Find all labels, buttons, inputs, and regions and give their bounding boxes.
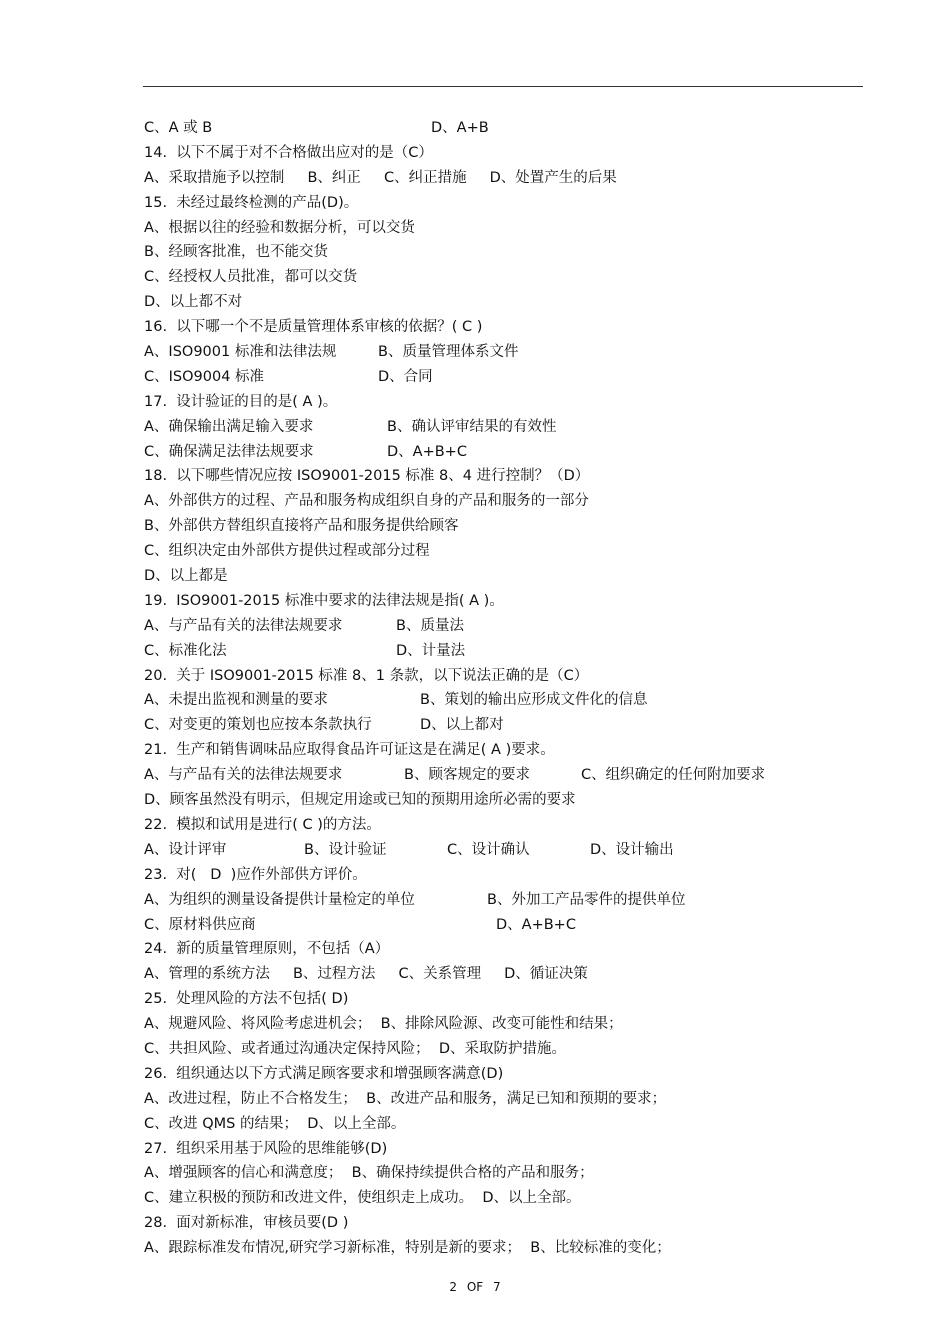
text-segment: B、策划的输出应形成文件化的信息 — [420, 692, 648, 709]
text-line — [144, 1186, 856, 1211]
text-segment: B、质量法 — [396, 617, 464, 634]
text-segment: D、顾客虽然没有明示，但规定用途或已知的预期用途所必需的要求 — [144, 792, 576, 809]
text-line — [144, 514, 856, 539]
text-segment: B、设计验证 — [304, 841, 387, 858]
text-segment: A、确保输出满足输入要求 — [144, 418, 314, 435]
text-segment: A、根据以往的经验和数据分析，可以交货 — [144, 219, 415, 236]
text-line — [144, 1236, 856, 1261]
text-line — [144, 166, 856, 191]
text-segment: A、ISO9001 标准和法律法规 — [144, 344, 337, 361]
text-line — [144, 539, 856, 564]
text-line — [144, 464, 856, 489]
text-line — [144, 340, 856, 365]
text-segment: D、A+B+C — [496, 916, 576, 933]
text-line — [144, 315, 856, 340]
text-segment: B、顾客规定的要求 — [404, 767, 530, 784]
text-line — [144, 688, 856, 713]
text-segment: 28. 面对新标准，审核员要(D ) — [144, 1215, 349, 1232]
text-line — [144, 265, 856, 290]
text-line — [144, 913, 856, 938]
text-line — [144, 664, 856, 689]
text-line — [144, 589, 856, 614]
text-line — [144, 614, 856, 639]
page-number: 2 OF 7 — [449, 1280, 501, 1294]
text-segment: 17. 设计验证的目的是( A )。 — [144, 393, 338, 410]
document-body — [144, 116, 856, 1261]
text-line — [144, 962, 856, 987]
text-line — [144, 1137, 856, 1162]
text-line — [144, 390, 856, 415]
text-line — [144, 1161, 856, 1186]
text-line — [144, 639, 856, 664]
text-line — [144, 1087, 856, 1112]
text-line — [144, 863, 856, 888]
text-segment: C、A 或 B — [144, 120, 213, 136]
text-line — [144, 216, 856, 241]
text-segment: 15. 未经过最终检测的产品(D)。 — [144, 194, 359, 211]
text-segment: C、经授权人员批准，都可以交货 — [144, 269, 358, 286]
text-segment: A、与产品有关的法律法规要求 — [144, 617, 343, 634]
text-line — [144, 1062, 856, 1087]
text-segment: 25. 处理风险的方法不包括( D) — [144, 991, 349, 1008]
text-segment: C、对变更的策划也应按本条款执行 — [144, 717, 372, 734]
text-segment: D、以上都不对 — [144, 294, 243, 311]
text-segment: A、管理的系统方法 B、过程方法 C、关系管理 D、循证决策 — [144, 966, 588, 983]
text-line — [144, 713, 856, 738]
text-segment: A、为组织的测量设备提供计量检定的单位 — [144, 891, 415, 908]
text-segment: C、设计确认 — [447, 841, 530, 858]
text-segment: B、经顾客批准，也不能交货 — [144, 244, 328, 261]
text-line — [144, 440, 856, 465]
text-line — [144, 888, 856, 913]
text-segment: 20. 关于 ISO9001-2015 标准 8、1 条款，以下说法正确的是（C） — [144, 667, 589, 684]
text-line — [144, 489, 856, 514]
text-segment: B、外加工产品零件的提供单位 — [487, 891, 686, 908]
text-segment: D、以上都是 — [144, 568, 228, 585]
text-segment: A、外部供方的过程、产品和服务构成组织自身的产品和服务的一部分 — [144, 493, 589, 510]
text-segment: 14. 以下不属于对不合格做出应对的是（C） — [144, 144, 433, 161]
text-line — [144, 141, 856, 166]
text-segment: D、设计输出 — [590, 841, 674, 858]
text-line — [144, 1037, 856, 1062]
text-line — [144, 813, 856, 838]
text-line — [144, 738, 856, 763]
text-segment: B、质量管理体系文件 — [378, 344, 519, 361]
text-line — [144, 564, 856, 589]
text-line — [144, 788, 856, 813]
header-rule — [143, 86, 863, 87]
text-segment: 27. 组织采用基于风险的思维能够(D) — [144, 1140, 388, 1157]
text-segment: A、与产品有关的法律法规要求 — [144, 767, 343, 784]
text-line — [144, 191, 856, 216]
text-line — [144, 838, 856, 863]
text-segment: 21. 生产和销售调味品应取得食品许可证这是在满足( A )要求。 — [144, 742, 555, 759]
text-segment: 26. 组织通达以下方式满足顾客要求和增强顾客满意(D) — [144, 1065, 504, 1082]
text-line — [144, 987, 856, 1012]
text-segment: C、标准化法 — [144, 642, 227, 659]
text-line — [144, 365, 856, 390]
text-segment: D、计量法 — [396, 642, 466, 659]
text-segment: A、采取措施予以控制 B、纠正 C、纠正措施 D、处置产生的后果 — [144, 169, 617, 186]
text-line — [144, 1211, 856, 1236]
text-segment: C、组织确定的任何附加要求 — [581, 767, 766, 784]
text-segment: C、原材料供应商 — [144, 916, 256, 933]
text-segment: 24. 新的质量管理原则，不包括（A） — [144, 941, 390, 958]
text-line — [144, 415, 856, 440]
text-segment: C、确保满足法律法规要求 — [144, 443, 314, 460]
text-segment: 16. 以下哪一个不是质量管理体系审核的依据？( C ) — [144, 319, 483, 336]
text-line — [144, 240, 856, 265]
text-segment: A、规避风险、将风险考虑进机会； B、排除风险源、改变可能性和结果； — [144, 1016, 623, 1033]
text-segment: D、A+B — [431, 120, 489, 136]
text-segment: C、共担风险、或者通过沟通决定保持风险； D、采取防护措施。 — [144, 1040, 567, 1057]
text-segment: B、确认评审结果的有效性 — [387, 418, 557, 435]
text-segment: 19. ISO9001-2015 标准中要求的法律法规是指( A )。 — [144, 592, 504, 609]
text-line — [144, 290, 856, 315]
text-segment: A、增强顾客的信心和满意度； B、确保持续提供合格的产品和服务； — [144, 1165, 594, 1182]
text-segment: A、改进过程，防止不合格发生； B、改进产品和服务，满足已知和预期的要求； — [144, 1090, 667, 1107]
text-line — [144, 937, 856, 962]
text-segment: 18. 以下哪些情况应按 ISO9001-2015 标准 8、4 进行控制？（D） — [144, 468, 590, 485]
text-line — [144, 1012, 856, 1037]
text-segment: A、跟踪标准发布情况,研究学习新标准，特别是新的要求； B、比较标准的变化； — [144, 1240, 671, 1257]
text-line — [144, 1112, 856, 1137]
text-segment: C、组织决定由外部供方提供过程或部分过程 — [144, 543, 430, 560]
text-segment: C、ISO9004 标准 — [144, 368, 265, 385]
text-segment: 23. 对( D )应作外部供方评价。 — [144, 866, 367, 883]
text-segment: A、未提出监视和测量的要求 — [144, 692, 328, 709]
text-segment: A、设计评审 — [144, 841, 227, 858]
text-segment: D、合同 — [378, 368, 433, 385]
text-line — [144, 763, 856, 788]
text-segment: D、A+B+C — [387, 443, 467, 460]
text-segment: D、以上都对 — [420, 717, 504, 734]
text-segment: B、外部供方替组织直接将产品和服务提供给顾客 — [144, 518, 459, 535]
text-segment: C、改进 QMS 的结果； D、以上全部。 — [144, 1115, 406, 1132]
text-line — [144, 116, 856, 141]
text-segment: C、建立积极的预防和改进文件，使组织走上成功。 D、以上全部。 — [144, 1190, 581, 1207]
text-segment: 22. 模拟和试用是进行( C )的方法。 — [144, 816, 381, 833]
